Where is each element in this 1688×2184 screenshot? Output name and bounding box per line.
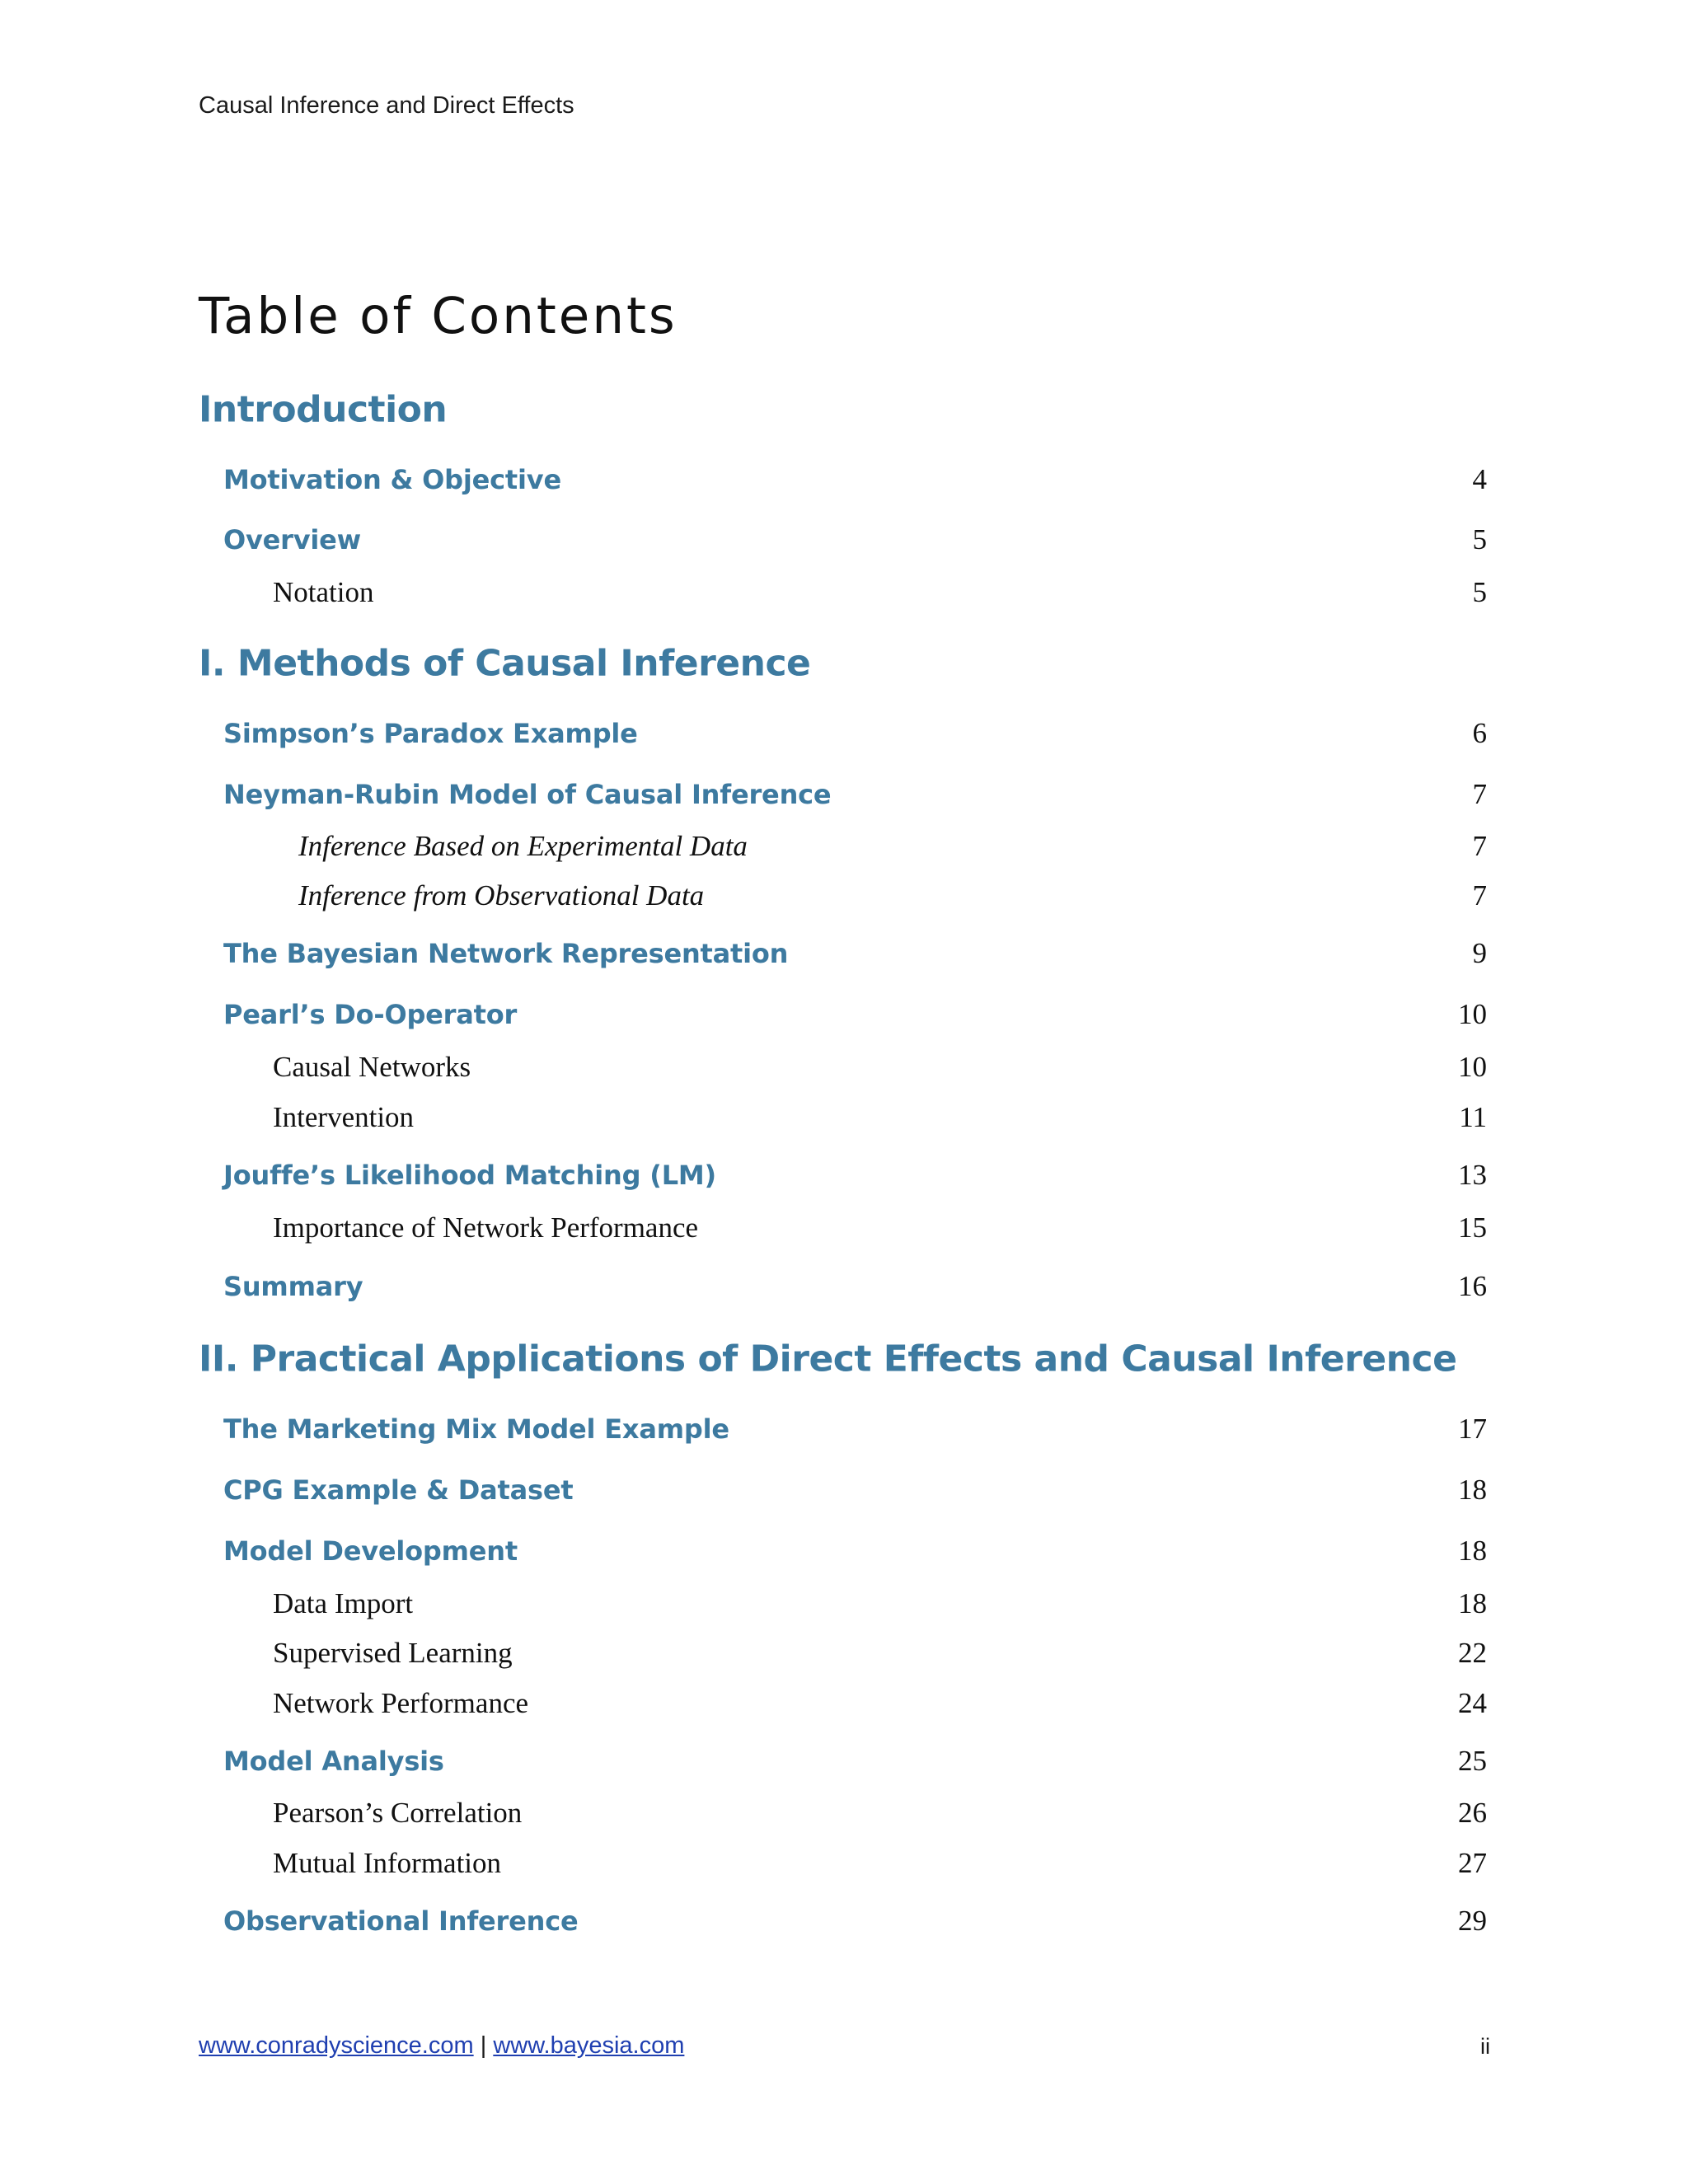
toc-entry-text[interactable]: Inference Based on Experimental Data <box>298 830 748 862</box>
toc-page-number: 7 <box>1472 879 1487 912</box>
toc-page-number: 10 <box>1458 1051 1487 1083</box>
toc-page-number: 15 <box>1458 1212 1487 1244</box>
toc-entry-text[interactable]: Jouffe’s Likelihood Matching (LM) <box>223 1160 716 1191</box>
toc-entry-text[interactable]: The Marketing Mix Model Example <box>223 1413 729 1445</box>
toc-entry-text[interactable]: Introduction <box>199 388 448 431</box>
toc-page-number: 26 <box>1458 1797 1487 1829</box>
toc-entry-text[interactable]: II. Practical Applications of Direct Effects and Causal Inference <box>199 1338 1457 1380</box>
toc-page-number: 4 <box>1472 463 1487 495</box>
toc-entry-text[interactable]: Pearson’s Correlation <box>273 1797 523 1829</box>
toc-entry-text[interactable]: Motivation & Objective <box>223 464 561 495</box>
toc-entry-text[interactable]: Pearl’s Do-Operator <box>223 999 518 1030</box>
toc-entry-text[interactable]: Overview <box>223 524 362 555</box>
toc-entry-text[interactable]: Data Import <box>273 1587 414 1619</box>
toc-page-number: 5 <box>1472 523 1487 555</box>
toc-entry-text[interactable]: Simpson’s Paradox Example <box>223 718 638 749</box>
toc-entry-text[interactable]: Supervised Learning <box>273 1637 513 1669</box>
toc-entry-text[interactable]: Intervention <box>273 1101 415 1133</box>
footer-link-conradyscience[interactable]: www.conradyscience.com <box>199 2032 474 2059</box>
footer-links <box>199 2032 684 2060</box>
toc-entry-text[interactable]: Network Performance <box>273 1687 529 1719</box>
toc-page-number: 16 <box>1458 1270 1487 1302</box>
toc-page-number: 7 <box>1472 778 1487 810</box>
toc-page-number: 22 <box>1458 1637 1487 1669</box>
toc-entry-text[interactable]: Summary <box>223 1271 363 1302</box>
footer-link-bayesia[interactable]: www.bayesia.com <box>493 2032 685 2059</box>
toc-entry-text[interactable]: Causal Networks <box>273 1051 471 1083</box>
toc-page-number: 18 <box>1458 1587 1487 1619</box>
toc-page-number: 25 <box>1458 1745 1487 1777</box>
toc-page-number: 18 <box>1458 1535 1487 1567</box>
footer-separator: | <box>480 2032 487 2059</box>
toc-page-number: 10 <box>1458 998 1487 1030</box>
toc-page-number: 6 <box>1472 717 1487 749</box>
toc-entry-text[interactable]: Importance of Network Performance <box>273 1212 699 1244</box>
toc-entry-text[interactable]: Observational Inference <box>223 1905 579 1937</box>
toc-entry-text[interactable]: Notation <box>273 576 374 608</box>
toc-page-number: 7 <box>1472 830 1487 862</box>
toc-entry-text[interactable]: Model Development <box>223 1535 518 1567</box>
running-header: Causal Inference and Direct Effects <box>199 92 574 119</box>
toc-entry-text[interactable]: CPG Example & Dataset <box>223 1474 574 1506</box>
toc-page-number: 27 <box>1458 1847 1487 1879</box>
toc-page-number: 11 <box>1459 1101 1487 1133</box>
page-title: Table of Contents <box>199 287 678 345</box>
toc-page-number: 24 <box>1458 1687 1487 1719</box>
toc-page-number: 17 <box>1458 1413 1487 1445</box>
toc-page-number: 5 <box>1472 576 1487 608</box>
toc-page-number: 9 <box>1472 937 1487 969</box>
toc-page-number: 29 <box>1458 1905 1487 1937</box>
toc-entry-text[interactable]: I. Methods of Causal Inference <box>199 642 811 685</box>
toc-entry-text[interactable]: Inference from Observational Data <box>298 879 705 912</box>
toc-entry-text[interactable]: The Bayesian Network Representation <box>223 938 789 969</box>
page-number: ii <box>1480 2034 1490 2059</box>
toc-entry-text[interactable]: Mutual Information <box>273 1847 502 1879</box>
toc-entry-text[interactable]: Neyman-Rubin Model of Causal Inference <box>223 779 832 810</box>
toc-page-number: 13 <box>1458 1159 1487 1191</box>
toc-entry-text[interactable]: Model Analysis <box>223 1746 444 1777</box>
toc-page-number: 18 <box>1458 1474 1487 1506</box>
